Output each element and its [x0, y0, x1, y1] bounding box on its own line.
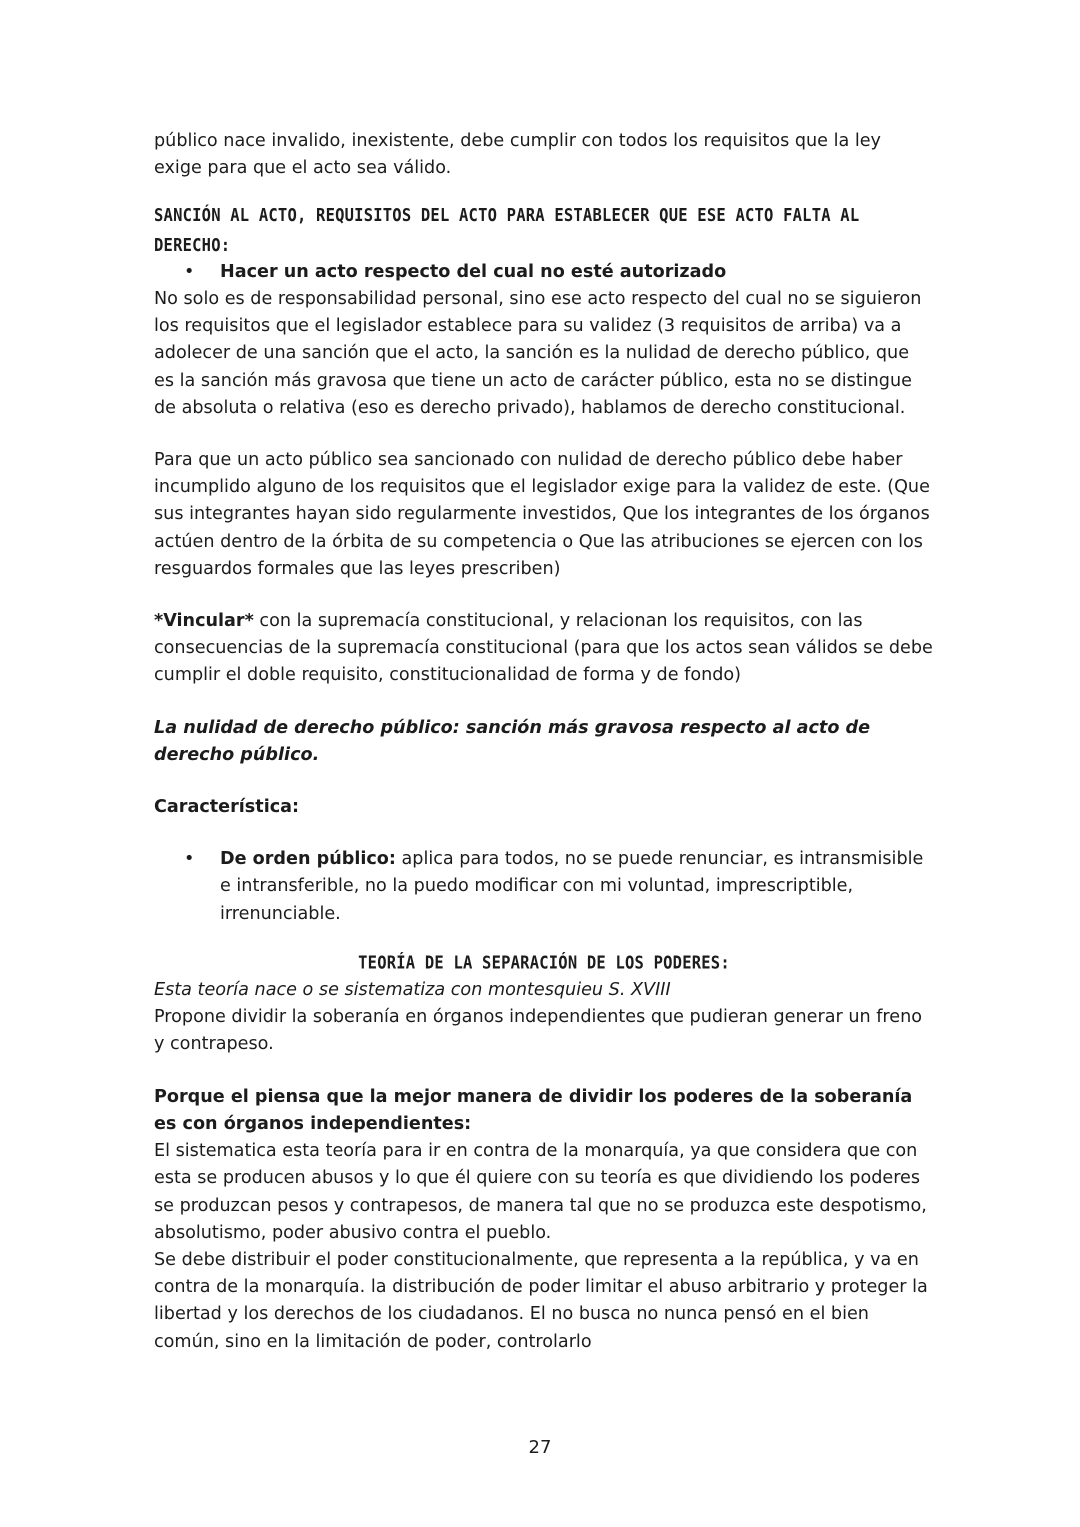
- paragraph-montesquieu: Esta teoría nace o se sistematiza con montesquieu S. XVIII: [154, 980, 671, 1001]
- paragraph-sistematica: El sistematica esta teoría para ir en contra de la monarquía, ya que considera que con esta se producen abusos y lo que él quiere con su teoría es que dividiendo los poderes se produzcan pesos y contrapesos, de manera tal que no se produzca este despotismo, absolutismo, poder abusivo contra el pueblo.: [154, 1141, 927, 1243]
- bullet-label: De orden público:: [220, 849, 396, 870]
- paragraph-porque: Porque el piensa que la mejor manera de dividir los poderes de la soberanía es con órganos independientes:: [154, 1086, 913, 1134]
- caracteristica-label: Característica:: [154, 797, 300, 818]
- heading-sancion: SANCIÓN AL ACTO, REQUISITOS DEL ACTO PARA ESTABLECER QUE ESE ACTO FALTA AL DERECHO:: [154, 205, 860, 257]
- paragraph-para-que: Para que un acto público sea sancionado con nulidad de derecho público debe haber incumplido alguno de los requisitos que el legislador exige para la validez de este. (Que sus integrantes hayan sido regularmente investidos, Que los integrantes de los órganos actúen dentro de la órbita de su competencia o Que las atribuciones se ejercen con los resguardos formales que las leyes prescriben): [154, 450, 930, 579]
- list-item: [154, 846, 934, 928]
- bullet-text: Hacer un acto respecto del cual no esté autorizado: [220, 261, 727, 282]
- paragraph-propone: Propone dividir la soberanía en órganos independientes que pudieran generar un freno y contrapeso.: [154, 1007, 922, 1055]
- bullet-list-caracteristica: [154, 846, 934, 928]
- bullet-text: aplica para todos, no se puede renunciar, es intransmisible e intransferible, no la puedo modificar con mi voluntad, imprescriptible, irrenunciable.: [220, 849, 924, 924]
- paragraph-vincular: [154, 608, 934, 690]
- paragraph-nulidad: La nulidad de derecho público: sanción más gravosa respecto al acto de derecho público.: [154, 717, 871, 765]
- paragraph-distribuir: Se debe distribuir el poder constitucionalmente, que representa a la república, y va en contra de la monarquía. la distribución de poder limitar el abuso arbitrario y proteger la libertad y los derechos de los ciudadanos. El no busca no nunca pensó en el bien común, sino en la limitación de poder, controlarlo: [154, 1249, 928, 1352]
- page-body: [154, 128, 934, 1356]
- bullet-list-autorizado: [154, 259, 934, 286]
- heading-teoria: TEORÍA DE LA SEPARACIÓN DE LOS PODERES:: [358, 952, 730, 973]
- bullet-icon: •: [184, 849, 195, 870]
- page-number: 27: [528, 1437, 552, 1458]
- list-item: [154, 259, 934, 286]
- vincular-label: *Vincular*: [154, 611, 254, 632]
- vincular-text: con la supremacía constitucional, y relacionan los requisitos, con las consecuencias de la supremacía constitucional (para que los actos sean válidos se debe cumplir el doble requisito, constitucionalidad de forma y de fondo): [154, 611, 933, 686]
- paragraph-responsabilidad: No solo es de responsabilidad personal, sino ese acto respecto del cual no se siguieron los requisitos que el legislador establece para su validez (3 requisitos de arriba) va a adolecer de una sanción que el acto, la sanción es la nulidad de derecho público, que es la sanción más gravosa que tiene un acto de carácter público, esta no se distingue de absoluta o relativa (eso es derecho privado), hablamos de derecho constitucional.: [154, 289, 922, 418]
- bullet-icon: •: [184, 261, 195, 282]
- paragraph-intro: público nace invalido, inexistente, debe cumplir con todos los requisitos que la ley exige para que el acto sea válido.: [154, 131, 881, 179]
